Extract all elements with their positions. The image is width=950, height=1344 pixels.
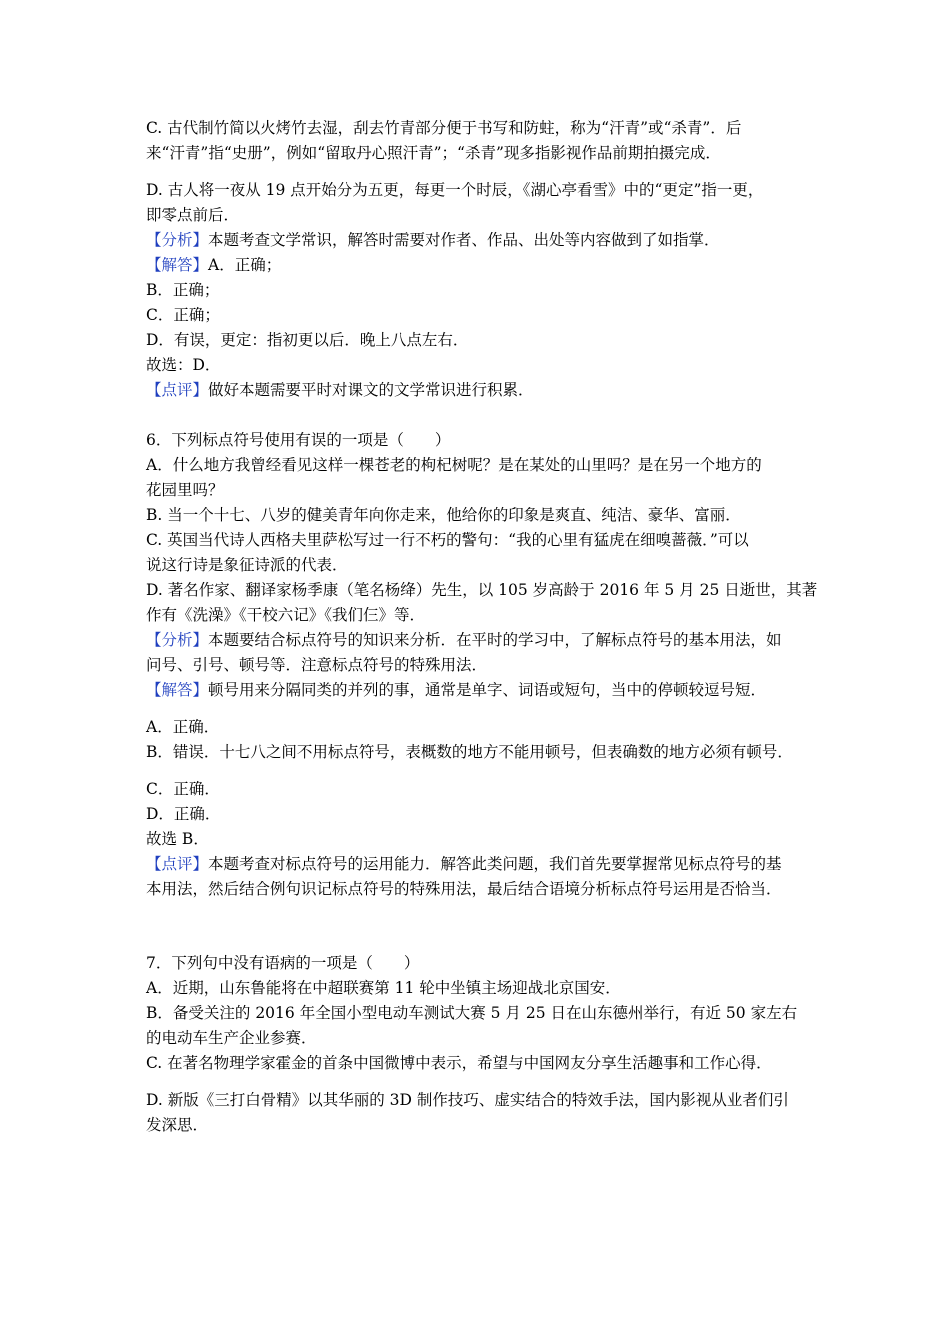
q6-answer-b: B．错误．十七八之间不用标点符号，表概数的地方不能用顿号，但表确数的地方必须有顿号． bbox=[146, 743, 793, 761]
q5-answer-c: C．正确； bbox=[146, 306, 220, 324]
q6-analysis-line-2: 问号、引号、顿号等．注意标点符号的特殊用法． bbox=[146, 656, 488, 674]
q5-analysis bbox=[146, 228, 814, 253]
q6-option-d-line-2: 作有《洗澡》《干校六记》《我们仨》等． bbox=[146, 606, 426, 624]
q6-option-a-line-1: A．什么地方我曾经看见这样一棵苍老的枸杞树呢？是在某处的山里吗？是在另一个地方的 bbox=[146, 456, 762, 474]
q5-option-d-line-1: D. 古人将一夜从 19 点开始分为五更，每更一个时辰，《湖心亭看雪》中的“更定”指一更， bbox=[146, 181, 764, 199]
analysis-tag: 【分析】 bbox=[146, 231, 209, 249]
q6-option-b: B. 当一个十七、八岁的健美青年向你走来，他给你的印象是爽直、纯洁、豪华、富丽． bbox=[146, 506, 741, 524]
q6-stem: 6．下列标点符号使用有误的一项是（ ） bbox=[146, 431, 451, 449]
comment-tag: 【点评】 bbox=[146, 855, 209, 873]
q5-answer-d: D．有误，更定：指初更以后．晚上八点左右． bbox=[146, 331, 469, 349]
q5-choice: 故选：D． bbox=[146, 356, 221, 374]
analysis-tag: 【分析】 bbox=[146, 631, 209, 649]
q5-analysis-text: 本题考查文学常识，解答时需要对作者、作品、出处等内容做到了如指掌． bbox=[208, 231, 720, 249]
answer-tag: 【解答】 bbox=[146, 681, 209, 699]
q6-answer-a: A．正确． bbox=[146, 718, 220, 736]
q7-option-b-line-1: B．备受关注的 2016 年全国小型电动车测试大赛 5 月 25 日在山东德州举行，有近 50 家左右 bbox=[146, 1004, 798, 1022]
q7-option-b-line-2: 的电动车生产企业参赛． bbox=[146, 1029, 317, 1047]
document-page bbox=[146, 116, 818, 1138]
q6-answer-c: C．正确． bbox=[146, 780, 220, 798]
q6-analysis-line-1 bbox=[146, 628, 814, 653]
q6-comment-line-1 bbox=[146, 852, 814, 877]
q6-answer bbox=[146, 678, 814, 703]
q6-answer-text: 顿号用来分隔同类的并列的事，通常是单字、词语或短句，当中的停顿较逗号短． bbox=[208, 681, 767, 699]
q7-option-c: C. 在著名物理学家霍金的首条中国微博中表示，希望与中国网友分享生活趣事和工作心得． bbox=[146, 1054, 772, 1072]
q6-answer-d: D．正确． bbox=[146, 805, 221, 823]
q5-answer bbox=[146, 253, 814, 278]
q5-comment-text: 做好本题需要平时对课文的文学常识进行积累． bbox=[208, 381, 534, 399]
q6-comment-line-2: 本用法，然后结合例句识记标点符号的特殊用法，最后结合语境分析标点符号运用是否恰当． bbox=[146, 880, 782, 898]
q6-comment-text-1: 本题考查对标点符号的运用能力．解答此类问题，我们首先要掌握常见标点符号的基 bbox=[208, 855, 782, 873]
comment-tag: 【点评】 bbox=[146, 381, 209, 399]
answer-tag: 【解答】 bbox=[146, 256, 209, 274]
q7-option-d-line-2: 发深思． bbox=[146, 1116, 209, 1134]
q6-option-a-line-2: 花园里吗？ bbox=[146, 481, 224, 499]
q6-option-c-line-1: C. 英国当代诗人西格夫里萨松写过一行不朽的警句：“我的心里有猛虎在细嗅蔷薇．”可以 bbox=[146, 531, 749, 549]
q6-option-d-line-1: D. 著名作家、翻译家杨季康（笔名杨绛）先生，以 105 岁高龄于 2016 年 5 月 25 日逝世，其著 bbox=[146, 581, 818, 599]
q6-choice: 故选 B． bbox=[146, 830, 209, 848]
q5-option-d-line-2: 即零点前后． bbox=[146, 206, 240, 224]
q7-option-d-line-1: D. 新版《三打白骨精》以其华丽的 3D 制作技巧、虚实结合的特效手法，国内影视从业者们引 bbox=[146, 1091, 789, 1109]
q5-answer-b: B．正确； bbox=[146, 281, 220, 299]
q5-comment bbox=[146, 378, 814, 403]
q6-option-c-line-2: 说这行诗是象征诗派的代表． bbox=[146, 556, 348, 574]
q7-stem: 7．下列句中没有语病的一项是（ ） bbox=[146, 954, 420, 972]
q7-option-a: A．近期，山东鲁能将在中超联赛第 11 轮中坐镇主场迎战北京国安． bbox=[146, 979, 621, 997]
q6-analysis-text-1: 本题要结合标点符号的知识来分析．在平时的学习中，了解标点符号的基本用法，如 bbox=[208, 631, 782, 649]
q5-option-c-line-1: C. 古代制竹简以火烤竹去湿，刮去竹青部分便于书写和防蛀，称为“汗青”或“杀青”．后 bbox=[146, 119, 742, 137]
q5-answer-a: A．正确； bbox=[208, 256, 282, 274]
q5-option-c-line-2: 来“汗青”指“史册”，例如“留取丹心照汗青”；“杀青”现多指影视作品前期拍摄完成． bbox=[146, 144, 721, 162]
